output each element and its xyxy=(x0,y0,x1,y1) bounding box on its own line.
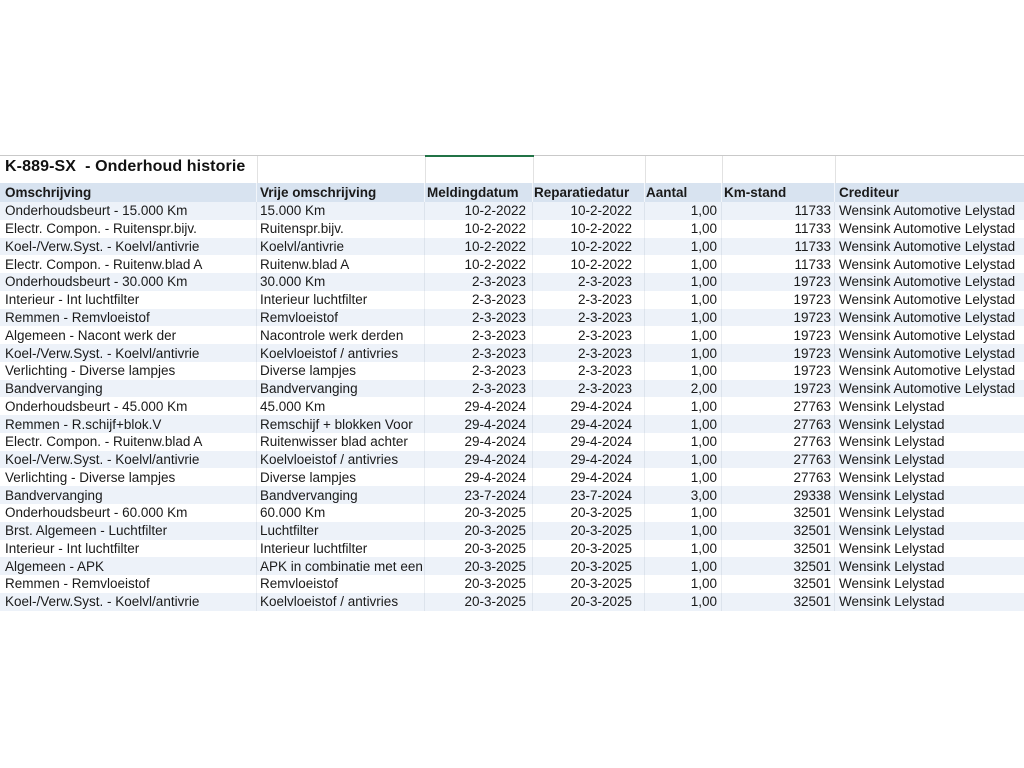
cell-aantal: 1,00 xyxy=(645,273,722,291)
cell-vrije_omschrijving: 45.000 Km xyxy=(257,397,425,415)
cell-crediteur: Wensink Automotive Lelystad xyxy=(839,381,1016,397)
gridline xyxy=(645,156,646,183)
table-row xyxy=(0,415,1024,433)
table-body xyxy=(0,202,1024,611)
cell-reparatiedatum: 29-4-2024 xyxy=(533,433,645,451)
cell-omschrijving: Remmen - Remvloeistof xyxy=(0,309,257,327)
table-row xyxy=(0,575,1024,593)
cell-omschrijving: Verlichting - Diverse lampjes xyxy=(0,468,257,486)
table-row xyxy=(0,451,1024,469)
table-row xyxy=(0,504,1024,522)
table-row xyxy=(0,557,1024,575)
cell-meldingdatum: 29-4-2024 xyxy=(425,451,533,469)
cell-meldingdatum: 23-7-2024 xyxy=(425,486,533,504)
column-header-meldingdatum: Meldingdatum xyxy=(425,183,533,202)
cell-reparatiedatum: 29-4-2024 xyxy=(533,468,645,486)
cell-km_stand: 19723 xyxy=(722,362,835,380)
cell-crediteur: Wensink Lelystad xyxy=(839,434,945,450)
cell-crediteur: Wensink Lelystad xyxy=(839,469,945,485)
table-row xyxy=(0,220,1024,238)
cell-reparatiedatum: 10-2-2022 xyxy=(533,220,645,238)
table-row xyxy=(0,433,1024,451)
gridline xyxy=(722,156,723,183)
cell-crediteur: Wensink Lelystad xyxy=(839,523,945,539)
cell-crediteur: Wensink Automotive Lelystad xyxy=(839,238,1016,254)
gridline xyxy=(533,156,534,183)
cell-crediteur: Wensink Lelystad xyxy=(839,398,945,414)
cell-vrije_omschrijving: Luchtfilter xyxy=(257,522,425,540)
cell-km_stand: 32501 xyxy=(722,504,835,522)
cell-aantal: 1,00 xyxy=(645,504,722,522)
cell-reparatiedatum: 20-3-2025 xyxy=(533,575,645,593)
spreadsheet-view xyxy=(0,155,1024,611)
cell-vrije_omschrijving: Diverse lampjes xyxy=(257,362,425,380)
cell-crediteur: Wensink Automotive Lelystad xyxy=(839,256,1016,272)
table-row xyxy=(0,362,1024,380)
cell-crediteur: Wensink Automotive Lelystad xyxy=(839,274,1016,290)
cell-km_stand: 29338 xyxy=(722,486,835,504)
cell-reparatiedatum: 2-3-2023 xyxy=(533,291,645,309)
table-header xyxy=(0,183,1024,202)
cell-crediteur: Wensink Lelystad xyxy=(839,594,945,610)
cell-meldingdatum: 2-3-2023 xyxy=(425,309,533,327)
table-row xyxy=(0,309,1024,327)
cell-crediteur: Wensink Lelystad xyxy=(839,452,945,468)
cell-meldingdatum: 20-3-2025 xyxy=(425,593,533,611)
cell-omschrijving: Remmen - R.schijf+blok.V xyxy=(0,415,257,433)
table-row xyxy=(0,593,1024,611)
cell-reparatiedatum: 20-3-2025 xyxy=(533,557,645,575)
cell-omschrijving: Interieur - Int luchtfilter xyxy=(0,540,257,558)
column-header-km_stand: Km-stand xyxy=(722,183,835,202)
sheet-title: K-889-SX - Onderhoud historie xyxy=(5,158,246,175)
cell-omschrijving: Remmen - Remvloeistof xyxy=(0,575,257,593)
cell-crediteur: Wensink Automotive Lelystad xyxy=(839,345,1016,361)
cell-omschrijving: Bandvervanging xyxy=(0,486,257,504)
cell-vrije_omschrijving: Bandvervanging xyxy=(257,486,425,504)
table-row xyxy=(0,380,1024,398)
cell-aantal: 1,00 xyxy=(645,309,722,327)
cell-aantal: 1,00 xyxy=(645,522,722,540)
cell-omschrijving: Electr. Compon. - Ruitenspr.bijv. xyxy=(0,220,257,238)
cell-km_stand: 11733 xyxy=(722,202,835,220)
cell-meldingdatum: 29-4-2024 xyxy=(425,433,533,451)
cell-crediteur: Wensink Automotive Lelystad xyxy=(839,309,1016,325)
cell-omschrijving: Koel-/Verw.Syst. - Koelvl/antivrie xyxy=(0,451,257,469)
cell-aantal: 1,00 xyxy=(645,362,722,380)
cell-km_stand: 19723 xyxy=(722,273,835,291)
cell-km_stand: 32501 xyxy=(722,557,835,575)
cell-crediteur: Wensink Lelystad xyxy=(839,416,945,432)
cell-vrije_omschrijving: Koelvloeistof / antivries xyxy=(257,593,425,611)
cell-reparatiedatum: 2-3-2023 xyxy=(533,326,645,344)
cell-reparatiedatum: 2-3-2023 xyxy=(533,344,645,362)
column-header-aantal: Aantal xyxy=(645,183,722,202)
cell-crediteur: Wensink Automotive Lelystad xyxy=(839,363,1016,379)
cell-aantal: 2,00 xyxy=(645,380,722,398)
cell-vrije_omschrijving: Koelvloeistof / antivries xyxy=(257,451,425,469)
cell-km_stand: 11733 xyxy=(722,220,835,238)
cell-crediteur: Wensink Automotive Lelystad xyxy=(839,292,1016,308)
cell-omschrijving: Onderhoudsbeurt - 15.000 Km xyxy=(0,202,257,220)
cell-meldingdatum: 10-2-2022 xyxy=(425,202,533,220)
cell-meldingdatum: 20-3-2025 xyxy=(425,557,533,575)
cell-vrije_omschrijving: Remvloeistof xyxy=(257,575,425,593)
cell-km_stand: 11733 xyxy=(722,238,835,256)
cell-vrije_omschrijving: Remvloeistof xyxy=(257,309,425,327)
cell-crediteur: Wensink Automotive Lelystad xyxy=(839,203,1016,219)
cell-aantal: 1,00 xyxy=(645,326,722,344)
cell-meldingdatum: 29-4-2024 xyxy=(425,397,533,415)
cell-aantal: 1,00 xyxy=(645,468,722,486)
cell-omschrijving: Onderhoudsbeurt - 30.000 Km xyxy=(0,273,257,291)
cell-vrije_omschrijving: Ruitenspr.bijv. xyxy=(257,220,425,238)
cell-meldingdatum: 2-3-2023 xyxy=(425,380,533,398)
active-cell-accent xyxy=(425,155,534,157)
title-row xyxy=(0,155,1024,183)
cell-aantal: 1,00 xyxy=(645,220,722,238)
cell-omschrijving: Onderhoudsbeurt - 60.000 Km xyxy=(0,504,257,522)
column-header-vrije_omschrijving: Vrije omschrijving xyxy=(257,183,425,202)
cell-vrije_omschrijving: Interieur luchtfilter xyxy=(257,540,425,558)
cell-vrije_omschrijving: Ruitenw.blad A xyxy=(257,255,425,273)
cell-km_stand: 27763 xyxy=(722,397,835,415)
gridline xyxy=(425,156,426,183)
cell-meldingdatum: 20-3-2025 xyxy=(425,504,533,522)
cell-reparatiedatum: 2-3-2023 xyxy=(533,309,645,327)
cell-reparatiedatum: 10-2-2022 xyxy=(533,255,645,273)
table-row xyxy=(0,397,1024,415)
table-row xyxy=(0,326,1024,344)
cell-aantal: 1,00 xyxy=(645,291,722,309)
cell-aantal: 1,00 xyxy=(645,344,722,362)
cell-omschrijving: Koel-/Verw.Syst. - Koelvl/antivrie xyxy=(0,344,257,362)
cell-km_stand: 32501 xyxy=(722,575,835,593)
cell-reparatiedatum: 10-2-2022 xyxy=(533,238,645,256)
cell-meldingdatum: 2-3-2023 xyxy=(425,273,533,291)
cell-vrije_omschrijving: Nacontrole werk derden xyxy=(257,326,425,344)
cell-omschrijving: Algemeen - Nacont werk der xyxy=(0,326,257,344)
table-row xyxy=(0,540,1024,558)
gridline xyxy=(257,156,258,183)
cell-crediteur: Wensink Lelystad xyxy=(839,487,945,503)
cell-crediteur: Wensink Automotive Lelystad xyxy=(839,327,1016,343)
cell-reparatiedatum: 2-3-2023 xyxy=(533,380,645,398)
cell-reparatiedatum: 20-3-2025 xyxy=(533,540,645,558)
cell-reparatiedatum: 29-4-2024 xyxy=(533,451,645,469)
cell-crediteur: Wensink Lelystad xyxy=(839,558,945,574)
cell-reparatiedatum: 23-7-2024 xyxy=(533,486,645,504)
cell-km_stand: 11733 xyxy=(722,255,835,273)
cell-km_stand: 32501 xyxy=(722,522,835,540)
cell-reparatiedatum: 10-2-2022 xyxy=(533,202,645,220)
cell-aantal: 1,00 xyxy=(645,575,722,593)
column-header-omschrijving: Omschrijving xyxy=(0,183,257,202)
cell-vrije_omschrijving: Remschijf + blokken Voor xyxy=(257,415,425,433)
cell-vrije_omschrijving: Bandvervanging xyxy=(257,380,425,398)
cell-omschrijving: Electr. Compon. - Ruitenw.blad A xyxy=(0,433,257,451)
cell-omschrijving: Electr. Compon. - Ruitenw.blad A xyxy=(0,255,257,273)
cell-omschrijving: Brst. Algemeen - Luchtfilter xyxy=(0,522,257,540)
cell-km_stand: 19723 xyxy=(722,326,835,344)
cell-km_stand: 27763 xyxy=(722,468,835,486)
cell-aantal: 1,00 xyxy=(645,451,722,469)
cell-meldingdatum: 10-2-2022 xyxy=(425,255,533,273)
cell-reparatiedatum: 29-4-2024 xyxy=(533,397,645,415)
cell-omschrijving: Onderhoudsbeurt - 45.000 Km xyxy=(0,397,257,415)
cell-km_stand: 27763 xyxy=(722,415,835,433)
cell-omschrijving: Verlichting - Diverse lampjes xyxy=(0,362,257,380)
cell-crediteur: Wensink Lelystad xyxy=(839,576,945,592)
cell-crediteur: Wensink Automotive Lelystad xyxy=(839,221,1016,237)
cell-meldingdatum: 2-3-2023 xyxy=(425,291,533,309)
cell-aantal: 3,00 xyxy=(645,486,722,504)
cell-aantal: 1,00 xyxy=(645,540,722,558)
cell-meldingdatum: 10-2-2022 xyxy=(425,238,533,256)
table-row xyxy=(0,486,1024,504)
cell-aantal: 1,00 xyxy=(645,433,722,451)
cell-meldingdatum: 10-2-2022 xyxy=(425,220,533,238)
cell-km_stand: 19723 xyxy=(722,380,835,398)
cell-reparatiedatum: 20-3-2025 xyxy=(533,522,645,540)
cell-omschrijving: Interieur - Int luchtfilter xyxy=(0,291,257,309)
cell-meldingdatum: 29-4-2024 xyxy=(425,468,533,486)
cell-crediteur: Wensink Lelystad xyxy=(839,540,945,556)
cell-reparatiedatum: 20-3-2025 xyxy=(533,593,645,611)
cell-meldingdatum: 2-3-2023 xyxy=(425,362,533,380)
cell-aantal: 1,00 xyxy=(645,202,722,220)
cell-omschrijving: Koel-/Verw.Syst. - Koelvl/antivrie xyxy=(0,593,257,611)
cell-omschrijving: Koel-/Verw.Syst. - Koelvl/antivrie xyxy=(0,238,257,256)
cell-meldingdatum: 2-3-2023 xyxy=(425,326,533,344)
cell-km_stand: 19723 xyxy=(722,344,835,362)
cell-meldingdatum: 29-4-2024 xyxy=(425,415,533,433)
cell-km_stand: 32501 xyxy=(722,540,835,558)
cell-km_stand: 27763 xyxy=(722,433,835,451)
cell-vrije_omschrijving: APK in combinatie met een xyxy=(257,557,425,575)
table-row xyxy=(0,202,1024,220)
cell-km_stand: 32501 xyxy=(722,593,835,611)
cell-aantal: 1,00 xyxy=(645,593,722,611)
table-row xyxy=(0,255,1024,273)
cell-vrije_omschrijving: 60.000 Km xyxy=(257,504,425,522)
cell-reparatiedatum: 29-4-2024 xyxy=(533,415,645,433)
cell-vrije_omschrijving: Diverse lampjes xyxy=(257,468,425,486)
cell-vrije_omschrijving: Koelvl/antivrie xyxy=(257,238,425,256)
gridline xyxy=(835,156,836,183)
column-header-crediteur: Crediteur xyxy=(839,185,900,200)
table-row xyxy=(0,468,1024,486)
cell-km_stand: 19723 xyxy=(722,309,835,327)
cell-omschrijving: Bandvervanging xyxy=(0,380,257,398)
cell-reparatiedatum: 20-3-2025 xyxy=(533,504,645,522)
cell-reparatiedatum: 2-3-2023 xyxy=(533,273,645,291)
cell-reparatiedatum: 2-3-2023 xyxy=(533,362,645,380)
cell-aantal: 1,00 xyxy=(645,397,722,415)
cell-meldingdatum: 20-3-2025 xyxy=(425,540,533,558)
cell-meldingdatum: 20-3-2025 xyxy=(425,575,533,593)
table-row xyxy=(0,344,1024,362)
cell-vrije_omschrijving: Koelvloeistof / antivries xyxy=(257,344,425,362)
cell-omschrijving: Algemeen - APK xyxy=(0,557,257,575)
table-row xyxy=(0,273,1024,291)
cell-aantal: 1,00 xyxy=(645,255,722,273)
cell-vrije_omschrijving: 30.000 Km xyxy=(257,273,425,291)
cell-aantal: 1,00 xyxy=(645,557,722,575)
cell-meldingdatum: 20-3-2025 xyxy=(425,522,533,540)
table-row xyxy=(0,238,1024,256)
cell-vrije_omschrijving: 15.000 Km xyxy=(257,202,425,220)
cell-vrije_omschrijving: Interieur luchtfilter xyxy=(257,291,425,309)
cell-aantal: 1,00 xyxy=(645,238,722,256)
cell-aantal: 1,00 xyxy=(645,415,722,433)
cell-crediteur: Wensink Lelystad xyxy=(839,505,945,521)
cell-km_stand: 19723 xyxy=(722,291,835,309)
cell-km_stand: 27763 xyxy=(722,451,835,469)
cell-meldingdatum: 2-3-2023 xyxy=(425,344,533,362)
table-row xyxy=(0,522,1024,540)
table-row xyxy=(0,291,1024,309)
column-header-reparatiedatum: Reparatiedatur xyxy=(533,183,645,202)
cell-vrije_omschrijving: Ruitenwisser blad achter xyxy=(257,433,425,451)
